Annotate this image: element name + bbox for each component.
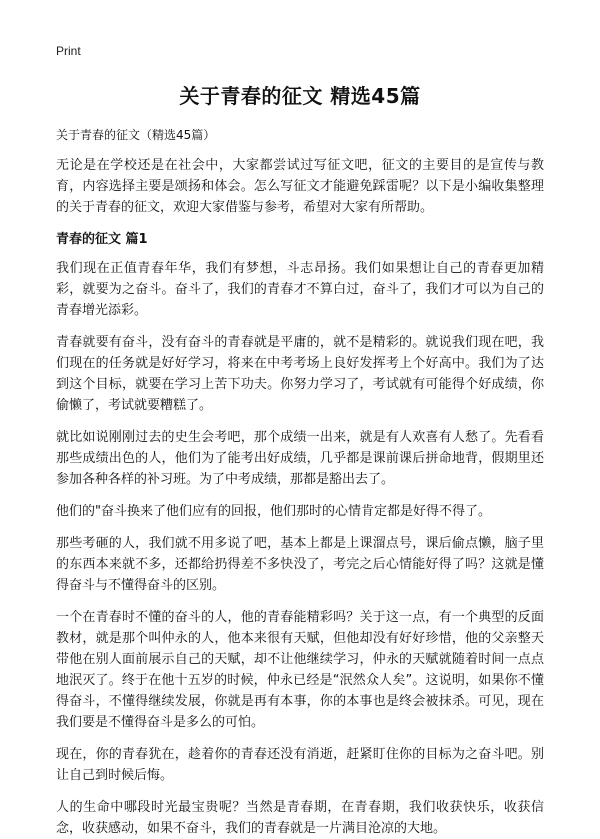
body-paragraph: 我们现在正值青春年华，我们有梦想，斗志昂扬。我们如果想让自己的青春更加精彩，就要为之奋斗。奋斗了，我们的青春才不算白过，奋斗了，我们才可以为自己的青春增光添彩。 — [56, 261, 544, 318]
intro-paragraph: 无论是在学校还是在社会中，大家都尝试过写征文吧，征文的主要目的是宣传与教育，内容选择主要是颂扬和体会。怎么写征文才能避免踩雷呢？以下是小编收集整理的关于青春的征文，欢迎大家借鉴与参考，希望对大家有所帮助。 — [56, 158, 544, 215]
section-heading: 青春的征文 篇1 — [56, 232, 148, 247]
body-paragraph: 就比如说刚刚过去的史生会考吧，那个成绩一出来，就是有人欢喜有人愁了。先看看那些成绩出色的人，他们为了能考出好成绩，几乎都是课前课后拼命地背，假期里还参加各种各样的补习班。为了中考成绩，那都是豁出去了。 — [56, 430, 544, 487]
body-paragraph: 现在，你的青春犹在，趁着你的青春还没有消逝，赶紧盯住你的目标为之奋斗吧。别让自己到时候后悔。 — [56, 747, 544, 783]
document-subtitle: 关于青春的征文（精选45篇） — [56, 128, 216, 142]
body-paragraph: 那些考砸的人，我们就不用多说了吧，基本上都是上课溜点号，课后偷点懒，脑子里的东西本来就不多，还都给扔得差不多快没了，考完之后心情能好得了吗？这就是懂得奋斗与不懂得奋斗的区别。 — [56, 536, 544, 593]
body-paragraph: 人的生命中哪段时光最宝贵呢？当然是青春期，在青春期，我们收获快乐，收获信念，收获感动，如果不奋斗，我们的青春就是一片满目沧凉的大地。 — [56, 800, 544, 836]
body-paragraph: 他们的"奋斗换来了他们应有的回报，他们那时的心情肯定都是好得不得了。 — [56, 504, 491, 519]
print-label[interactable]: Print — [56, 44, 81, 58]
body-paragraph: 青春就要有奋斗，没有奋斗的青春就是平庸的，就不是精彩的。就说我们现在吧，我们现在的任务就是好好学习，将来在中考考场上良好发挥考上个好高中。我们为了达到这个目标，就要在学习上苦下功夫。你努力学习了，考试就有可能得个好成绩，你偷懒了，考试就要糟糕了。 — [56, 335, 544, 413]
document-title: 关于青春的征文 精选45篇 — [179, 84, 421, 108]
body-paragraph: 一个在青春时不懂的奋斗的人，他的青春能精彩吗？关于这一点，有一个典型的反面教材，就是那个叫仲永的人，他本来很有天赋，但他却没有好好珍惜，他的父亲整天带他在别人面前展示自己的天赋，却不让他继续学习，仲永的天赋就随着时间一点点地泯灭了。终于在他十五岁的时候，仲永已经是“泯然众人矣”。这说明，如果你不懂得奋斗，不懂得继续发展，你就是再有本事，你的本事也是终会被抹杀。可见，现在我们要是不懂得奋斗是多么的可怕。 — [56, 610, 544, 730]
